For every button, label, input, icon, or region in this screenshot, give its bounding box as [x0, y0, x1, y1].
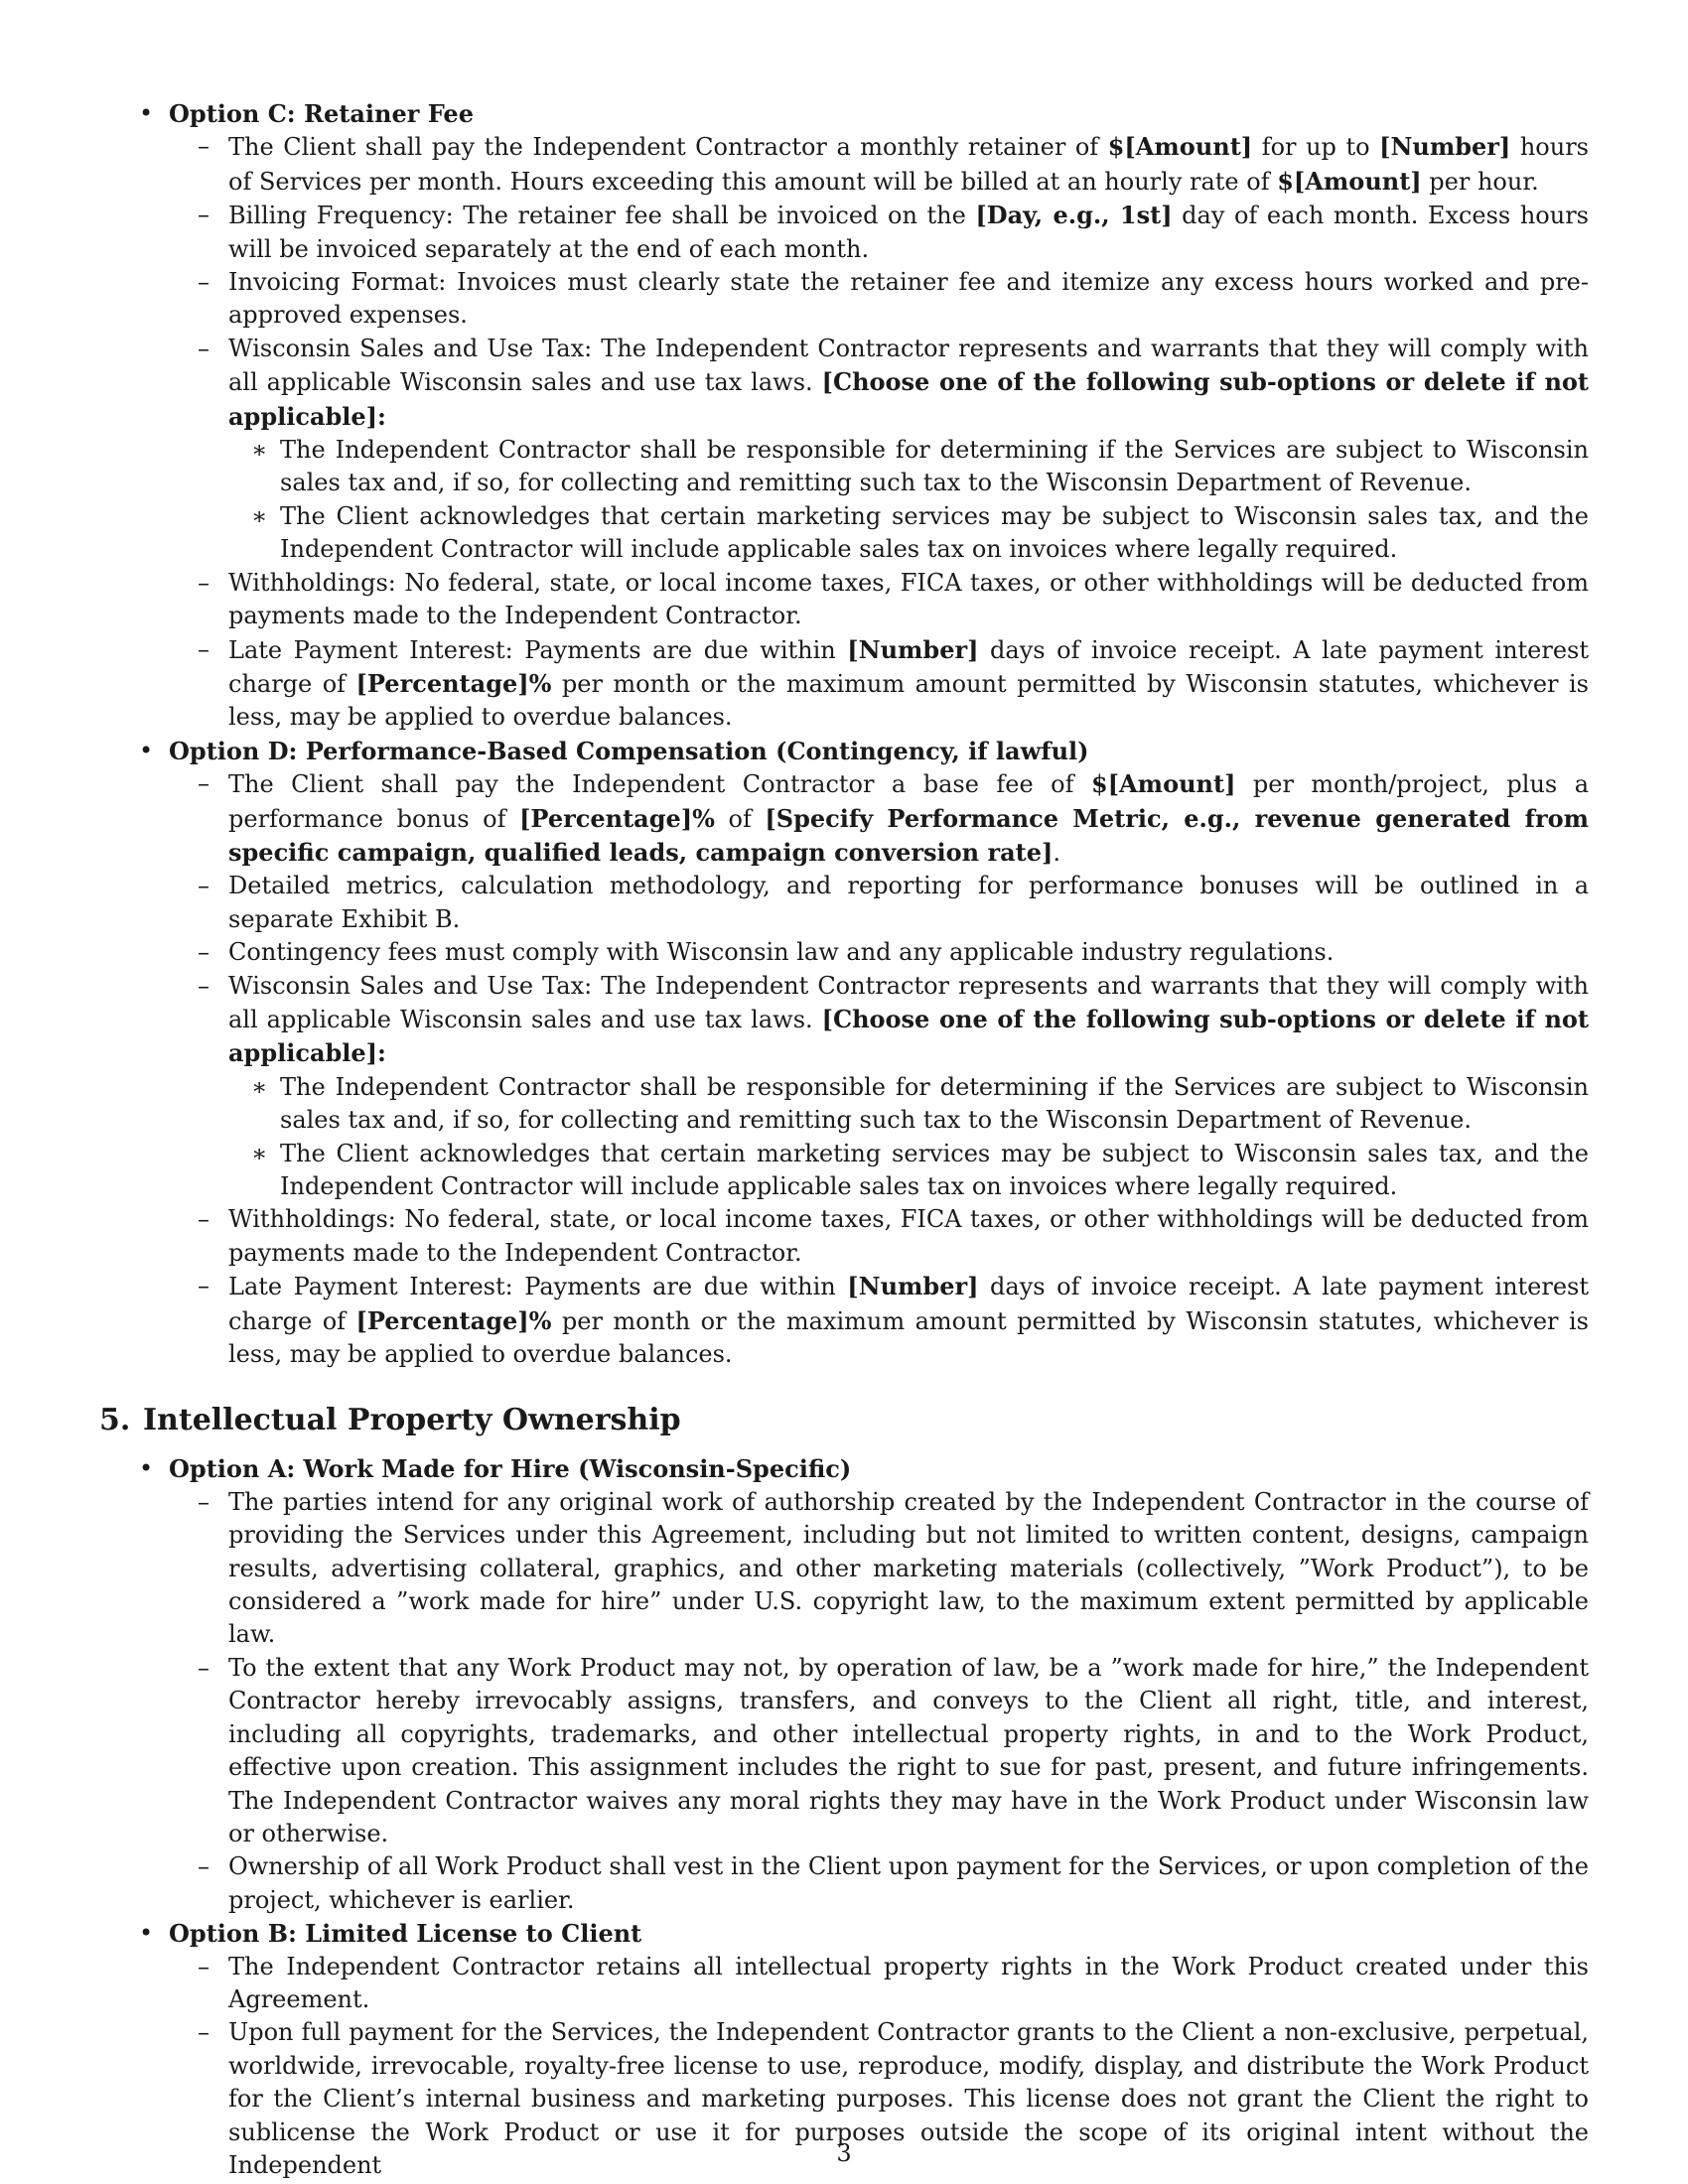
list-item — [99, 199, 1589, 266]
list-item — [99, 633, 1589, 735]
list-item — [99, 1270, 1589, 1371]
item-text: The Client shall pay the Independent Contractor a monthly retainer of $[Amount] for up to [Number] hours of Services per month. Hours exceeding this amount will be billed at an hourly rate of $[Amount] per hour. — [228, 132, 1589, 196]
dash-marker: – — [198, 1272, 210, 1300]
item-text: The Independent Contractor shall be responsible for determining if the Services are subject to Wisconsin sales tax and, if so, for collecting and remitting such tax to the Wisconsin Department of Revenue. — [280, 1072, 1589, 1135]
dash-marker: – — [198, 872, 210, 900]
dash-marker: – — [198, 334, 210, 362]
list-item — [99, 870, 1589, 936]
ip-option-a-title: Option A: Work Made for Hire (Wisconsin-Specific) — [169, 1454, 852, 1484]
dash-marker: – — [198, 1653, 210, 1682]
star-marker: ∗ — [251, 501, 268, 530]
section-number: 5. — [99, 1403, 131, 1438]
item-text: Upon full payment for the Services, the Independent Contractor grants to the Client a non-exclusive, perpetual, worldwide, irrevocable, royalty-free license to use, reproduce, modify, display, and distribute the Work Product for the Client’s internal business and marketing purposes. This license does not grant the Client the right to sublicense the Work Product or use it for purposes outside the scope of its original intent without the Independent — [228, 2018, 1589, 2179]
list-item — [99, 1486, 1589, 1652]
item-text: Late Payment Interest: Payments are due within [Number] days of invoice receipt. A late payment interest charge of [Percentage]% per month or the maximum amount permitted by Wisconsin statutes, whichever is less, may be applied to overdue balances. — [228, 1272, 1590, 1369]
section-title: Intellectual Property Ownership — [143, 1403, 681, 1438]
item-text: Invoicing Format: Invoices must clearly state the retainer fee and itemize any excess hours worked and pre-approved expenses. — [228, 268, 1589, 330]
sub-list-item — [99, 434, 1589, 500]
dash-marker: – — [198, 938, 210, 967]
dash-marker: – — [198, 2018, 210, 2047]
ip-option-b-heading — [99, 1917, 1589, 1950]
list-item — [99, 1951, 1589, 2017]
bullet-marker: • — [139, 1919, 154, 1948]
list-item — [99, 333, 1589, 434]
item-text: Withholdings: No federal, state, or local income taxes, FICA taxes, or other withholdings will be deducted from payments made to the Independent Contractor. — [228, 1205, 1589, 1267]
item-text: Withholdings: No federal, state, or local income taxes, FICA taxes, or other withholdings will be deducted from payments made to the Independent Contractor. — [228, 568, 1589, 630]
item-text: To the extent that any Work Product may not, by operation of law, be a ”work made for hire,” the Independent Contractor hereby irrevocably assigns, transfers, and conveys to the Client all right, title, and interest, including all copyrights, trademarks, and other intellectual property rights, in and to the Work Product, effective upon creation. This assignment includes the right to sue for past, present, and future infringements. The Independent Contractor waives any moral rights they may have in the Work Product under Wisconsin law or otherwise. — [228, 1653, 1589, 1847]
dash-marker: – — [198, 132, 210, 161]
dash-marker: – — [198, 634, 210, 663]
dash-marker: – — [198, 971, 210, 1000]
dash-marker: – — [198, 1952, 210, 1980]
item-text: Wisconsin Sales and Use Tax: The Independent Contractor represents and warrants that they will comply with all applicable Wisconsin sales and use tax laws. [Choose one of the following sub-options or delete if not applicable]: — [228, 971, 1589, 1068]
sub-list-item — [99, 500, 1589, 567]
star-marker: ∗ — [251, 436, 268, 465]
option-d-heading — [99, 735, 1589, 767]
item-text: The Client acknowledges that certain marketing services may be subject to Wisconsin sales tax, and the Independent Contractor will include applicable sales tax on invoices where legally required. — [280, 1139, 1589, 1200]
list-item — [99, 1850, 1589, 1917]
list-item — [99, 567, 1589, 633]
dash-marker: – — [198, 1205, 210, 1234]
bullet-marker: • — [139, 736, 154, 764]
star-marker: ∗ — [251, 1072, 268, 1101]
ip-option-a-heading — [99, 1452, 1589, 1485]
page-content — [99, 97, 1589, 2182]
sub-list-item — [99, 1071, 1589, 1138]
list-item — [99, 1203, 1589, 1270]
dash-marker: – — [198, 201, 210, 229]
option-d-title: Option D: Performance-Based Compensation (Contingency, if lawful) — [169, 736, 1089, 765]
list-item — [99, 767, 1589, 870]
item-text: The Independent Contractor retains all intellectual property rights in the Work Product created under this Agreement. — [228, 1952, 1589, 2013]
item-text: The Client shall pay the Independent Contractor a base fee of $[Amount] per month/project, plus a performance bonus of [Percentage]% of [Specify Performance Metric, e.g., revenue generated from specific campaign, qualified leads, campaign conversion rate]. — [228, 769, 1590, 867]
item-text: Late Payment Interest: Payments are due within [Number] days of invoice receipt. A late payment interest charge of [Percentage]% per month or the maximum amount permitted by Wisconsin statutes, whichever is less, may be applied to overdue balances. — [228, 634, 1590, 732]
item-text: Contingency fees must comply with Wisconsin law and any applicable industry regulations. — [228, 938, 1335, 967]
dash-marker: – — [198, 1487, 210, 1516]
list-item — [99, 130, 1589, 199]
dash-marker: – — [198, 769, 210, 798]
page-number: 3 — [836, 2139, 852, 2167]
item-text: Wisconsin Sales and Use Tax: The Independent Contractor represents and warrants that they will comply with all applicable Wisconsin sales and use tax laws. [Choose one of the following sub-options or delete if not applicable]: — [228, 334, 1589, 431]
list-item — [99, 936, 1589, 969]
option-c-heading — [99, 97, 1589, 130]
item-text: The Client acknowledges that certain marketing services may be subject to Wisconsin sales tax, and the Independent Contractor will include applicable sales tax on invoices where legally required. — [280, 501, 1589, 564]
item-text: The parties intend for any original work of authorship created by the Independent Contractor in the course of providing the Services under this Agreement, including but not limited to written content, designs, campaign results, advertising collateral, graphics, and other marketing materials (collectively, ”Work Product”), to be considered a ”work made for hire” under U.S. copyright law, to the maximum extent permitted by applicable law. — [228, 1487, 1589, 1649]
dash-marker: – — [198, 268, 210, 297]
dash-marker: – — [198, 1852, 210, 1881]
section-heading — [99, 1371, 1589, 1452]
bullet-marker: • — [139, 1454, 154, 1483]
dash-marker: – — [198, 568, 210, 597]
sub-list-item — [99, 1138, 1589, 1204]
ip-option-b-title: Option B: Limited License to Client — [169, 1919, 642, 1949]
option-c-title: Option C: Retainer Fee — [169, 99, 474, 128]
list-item — [99, 970, 1589, 1071]
bullet-marker: • — [139, 99, 154, 127]
item-text: The Independent Contractor shall be responsible for determining if the Services are subject to Wisconsin sales tax and, if so, for collecting and remitting such tax to the Wisconsin Department of Revenue. — [280, 436, 1589, 497]
item-text: Detailed metrics, calculation methodology, and reporting for performance bonuses will be outlined in a separate Exhibit B. — [228, 872, 1589, 933]
item-text: Billing Frequency: The retainer fee shall be invoiced on the [Day, e.g., 1st] day of each month. Excess hours will be invoiced separately at the end of each month. — [228, 201, 1590, 263]
item-text: Ownership of all Work Product shall vest in the Client upon payment for the Services, or upon completion of the project, whichever is earlier. — [228, 1852, 1589, 1914]
list-item — [99, 266, 1589, 333]
star-marker: ∗ — [251, 1139, 268, 1167]
list-item — [99, 1652, 1589, 1850]
